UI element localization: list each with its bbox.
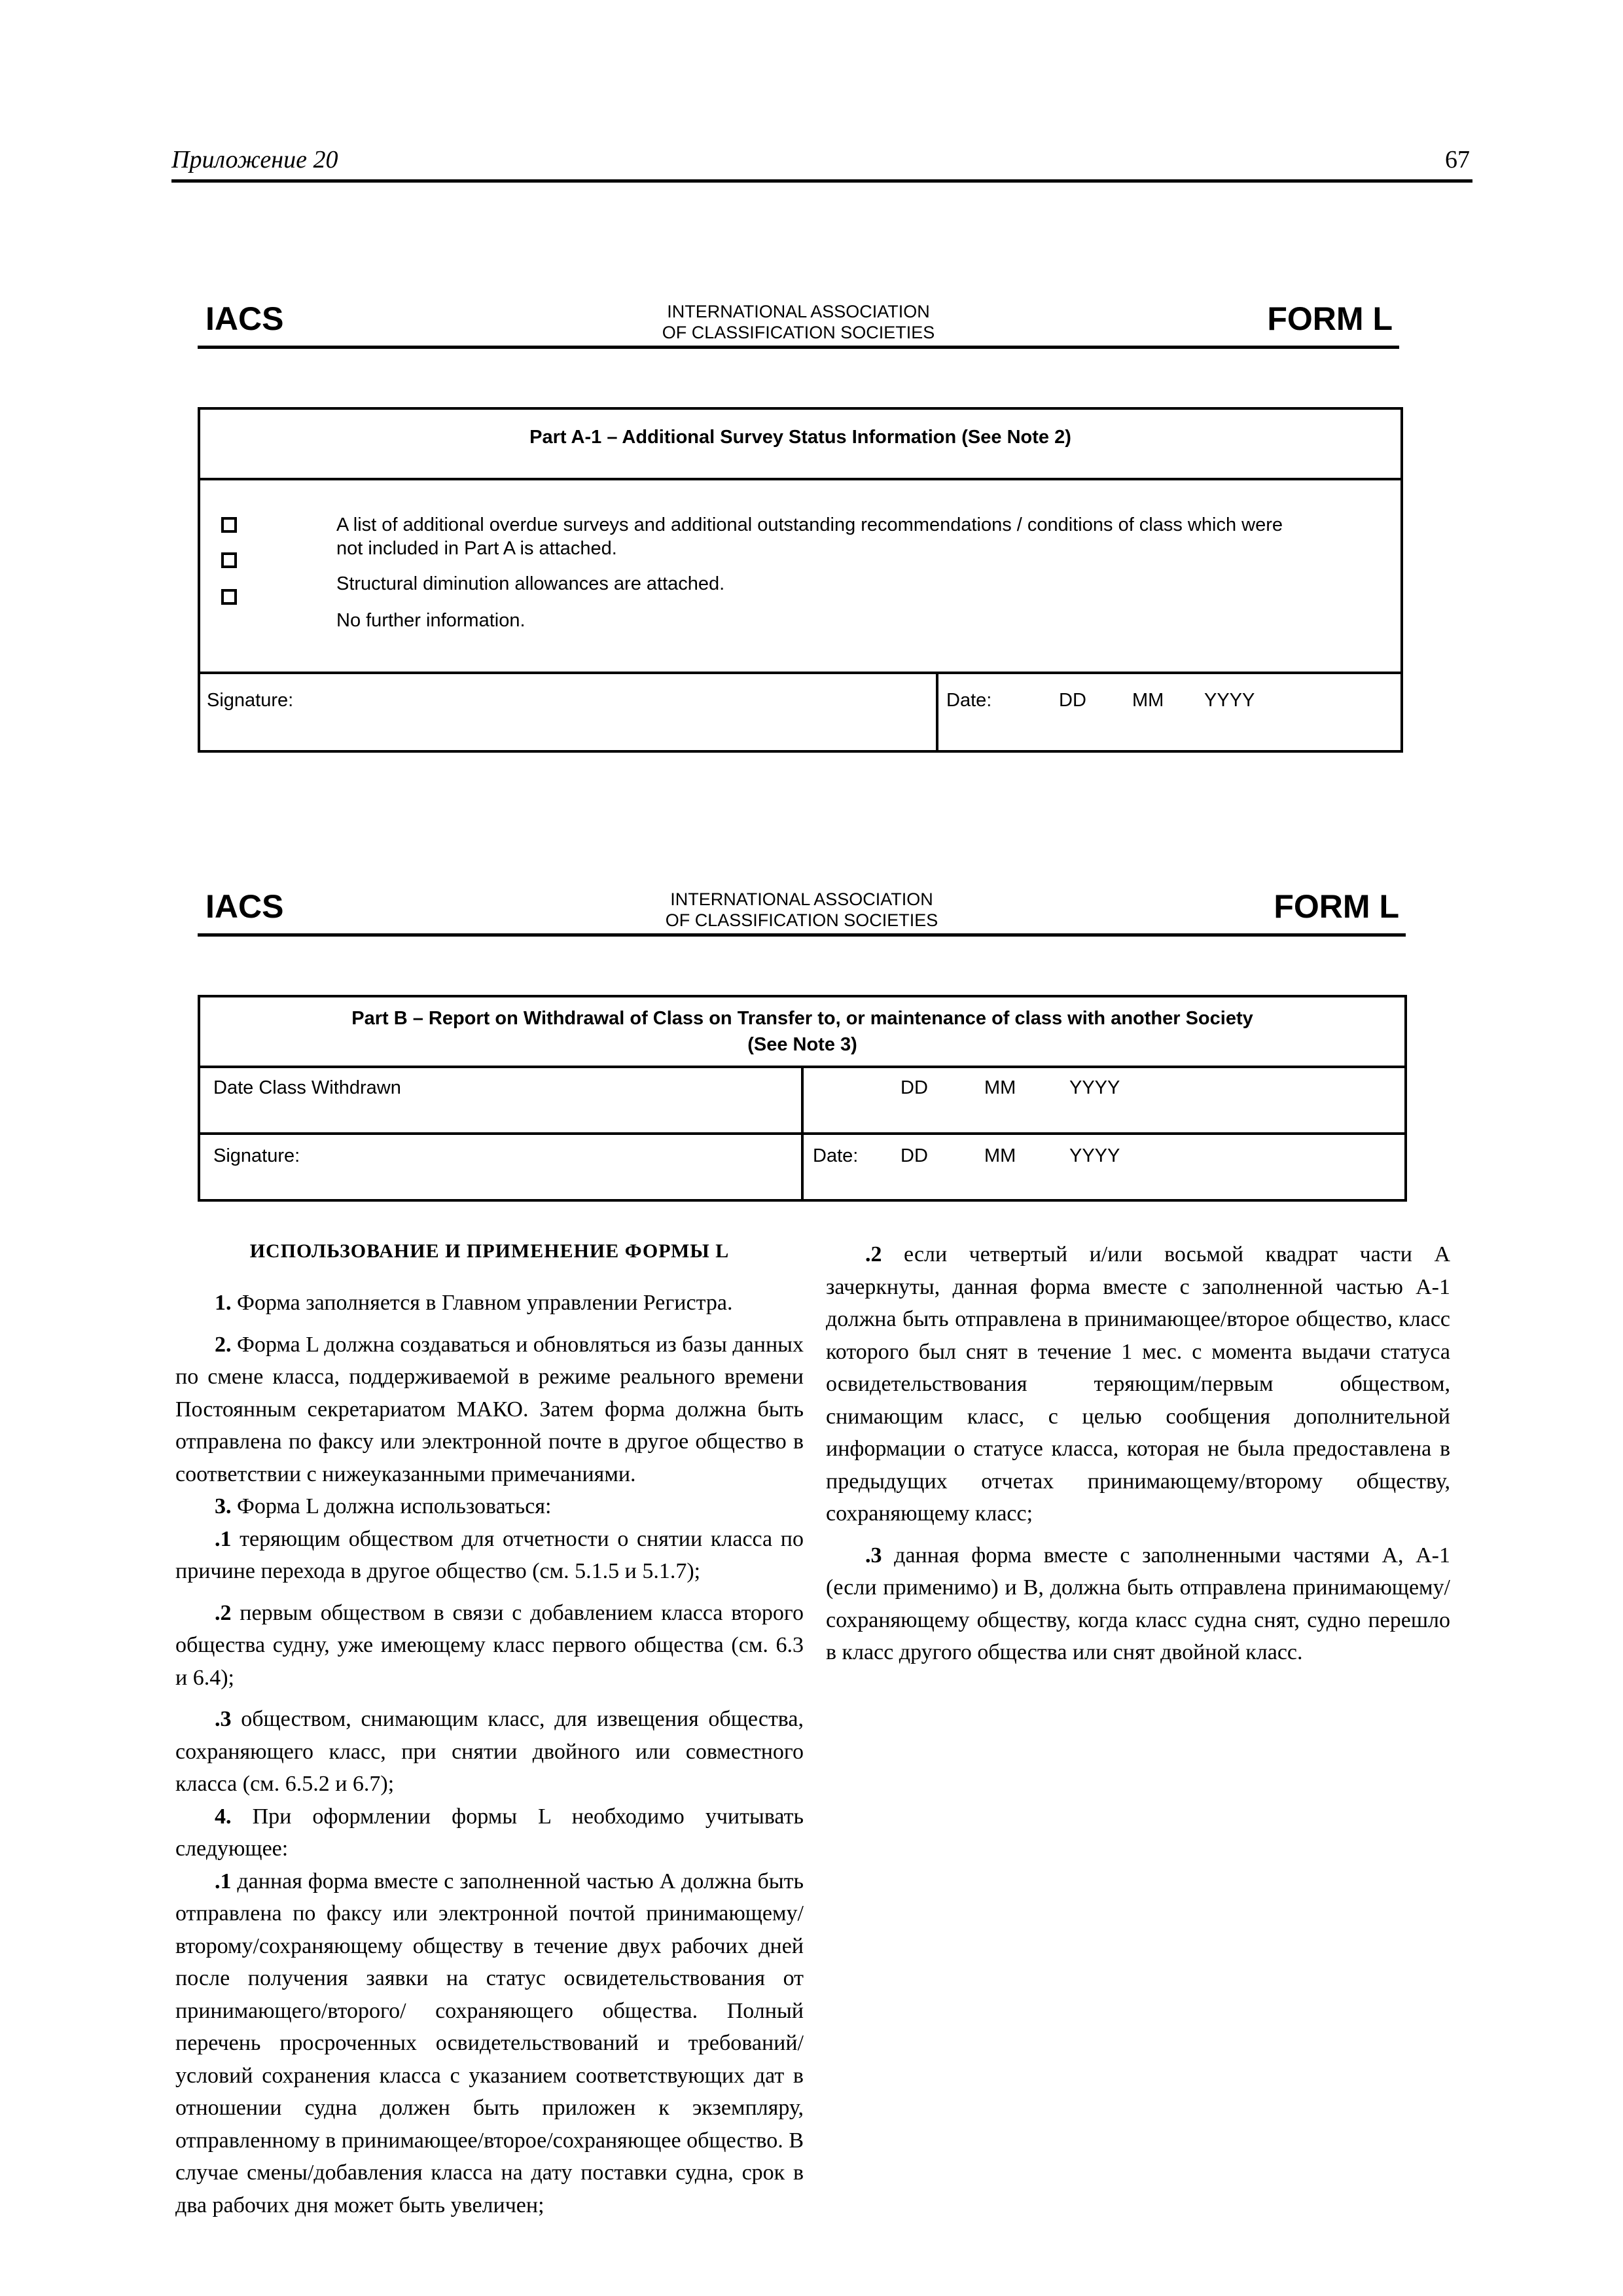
paragraph-4-2: .2 если четвертый и/или восьмой квадрат части А зачеркнуты, данная форма вместе с заполненной частью А-1 должна быть отправлена в принимающее/второе общество, класс которого был снят в течение 1 мес. с момента выдачи статуса освидетельствования теряющим/первым обществом, снимающим класс, с целью сообщения дополнительной информации о статусе класса, которая не была предоставлена в предыдущих отчетах принимающему/второму обществу, сохраняющему класс; — [826, 1242, 1450, 1526]
divider — [200, 672, 1400, 674]
part-b-box — [198, 995, 1407, 1202]
withdrawn-mm: MM — [984, 1077, 1016, 1098]
item-no-further: No further information. — [336, 610, 526, 631]
divider — [200, 478, 1400, 480]
text-column-left — [175, 1238, 804, 2221]
part-a1-title: Part A-1 – Additional Survey Status Information (See Note 2) — [529, 427, 1071, 448]
date-label: Date: — [813, 1145, 859, 1166]
page-number: 67 — [1445, 146, 1470, 173]
paragraph-4-1: .1 данная форма вместе с заполненной частью А должна быть отправлена по факсу или электронной почтой принимающему/второму/сохраняющему обществу в течение двух рабочих дней после получения заявки на статус освидетельствования от принимающего/второго/ сохраняющего общества. Полный перечень просроченных освидетельствований и требований/условий сохранения класса с указанием соответствующих дат в отношении судна должен быть приложен к экземпляру, отправленному в принимающее/второе/сохраняющее общество. В случае смены/добавления класса на дату поставки судна, срок в два рабочих дня может быть увеличен; — [175, 1869, 804, 2217]
date-dd: DD — [901, 1145, 928, 1166]
paragraph-4-3: .3 данная форма вместе с заполненными частями А, А-1 (если применимо) и В, должна быть отправлена принимающему/сохраняющему обществу, когда класс судна снят, судно перешло в класс другого общества или снят двойной класс. — [826, 1543, 1451, 1664]
paragraph-3: 3. Форма L должна использоваться: — [215, 1494, 552, 1518]
date-yyyy: YYYY — [1069, 1145, 1120, 1166]
signature-label: Signature: — [213, 1145, 300, 1166]
part-b-title-line2: (See Note 3) — [747, 1034, 857, 1055]
iacs-logo-text: IACS — [205, 888, 284, 925]
item-diminution: Structural diminution allowances are attached. — [336, 573, 725, 594]
paragraph-2: 2. Форма L должна создаваться и обновляться из базы данных по смене класса, поддерживаемой в режиме реального времени Постоянным секретариатом МАКО. Затем форма должна быть отправлена по факсу или электронной почте в другое общество в соответствии с нижеуказанными примечаниями. — [175, 1332, 804, 1486]
item-overdue-line1: A list of additional overdue surveys and additional outstanding recommendations / conditions of class which were — [336, 514, 1283, 535]
date-dd: DD — [1059, 690, 1086, 711]
part-b-title-line1: Part B – Report on Withdrawal of Class on Transfer to, or maintenance of class with another Society — [351, 1008, 1253, 1029]
date-class-withdrawn-label: Date Class Withdrawn — [213, 1077, 401, 1098]
checkbox-diminution[interactable] — [221, 552, 237, 568]
form-label: FORM L — [1274, 888, 1399, 925]
signature-label: Signature: — [207, 690, 294, 711]
paragraph-3-2: .2 первым обществом в связи с добавлением класса второго общества судну, уже имеющему класс первого общества (см. 6.3 и 6.4); — [175, 1600, 804, 1690]
section-heading: ИСПОЛЬЗОВАНИЕ И ПРИМЕНЕНИЕ ФОРМЫ L — [249, 1240, 730, 1262]
date-yyyy: YYYY — [1204, 690, 1255, 711]
form-header-1 — [198, 293, 1399, 349]
checkbox-overdue-list[interactable] — [221, 517, 237, 533]
divider — [801, 1066, 804, 1199]
checkbox-no-further-info[interactable] — [221, 589, 237, 605]
part-a1-box — [198, 407, 1403, 753]
text-column-right — [826, 1238, 1450, 1669]
org-name: INTERNATIONAL ASSOCIATION OF CLASSIFICATION SOCIETIES — [665, 889, 938, 930]
paragraph-4: 4. При оформлении формы L необходимо учитывать следующее: — [175, 1804, 804, 1861]
item-overdue-line2: not included in Part A is attached. — [336, 538, 617, 559]
date-mm: MM — [1132, 690, 1164, 711]
withdrawn-dd: DD — [901, 1077, 928, 1098]
form-header-2 — [198, 881, 1406, 937]
appendix-label: Приложение 20 — [171, 146, 338, 173]
divider — [936, 672, 938, 750]
paragraph-3-1: .1 теряющим обществом для отчетности о снятии класса по причине перехода в другое общество (см. 5.1.5 и 5.1.7); — [175, 1526, 804, 1583]
withdrawn-yyyy: YYYY — [1069, 1077, 1120, 1098]
date-mm: MM — [984, 1145, 1016, 1166]
paragraph-1: 1. Форма заполняется в Главном управлении Регистра. — [215, 1291, 733, 1315]
iacs-logo-text: IACS — [205, 300, 284, 337]
form-label: FORM L — [1267, 300, 1393, 337]
org-name: INTERNATIONAL ASSOCIATION OF CLASSIFICATION SOCIETIES — [662, 302, 935, 342]
date-label: Date: — [946, 690, 992, 711]
paragraph-3-3: .3 обществом, снимающим класс, для извещения общества, сохраняющего класс, при снятии двойного или совместного класса (см. 6.5.2 и 6.7); — [175, 1707, 804, 1796]
running-header — [171, 145, 1472, 183]
